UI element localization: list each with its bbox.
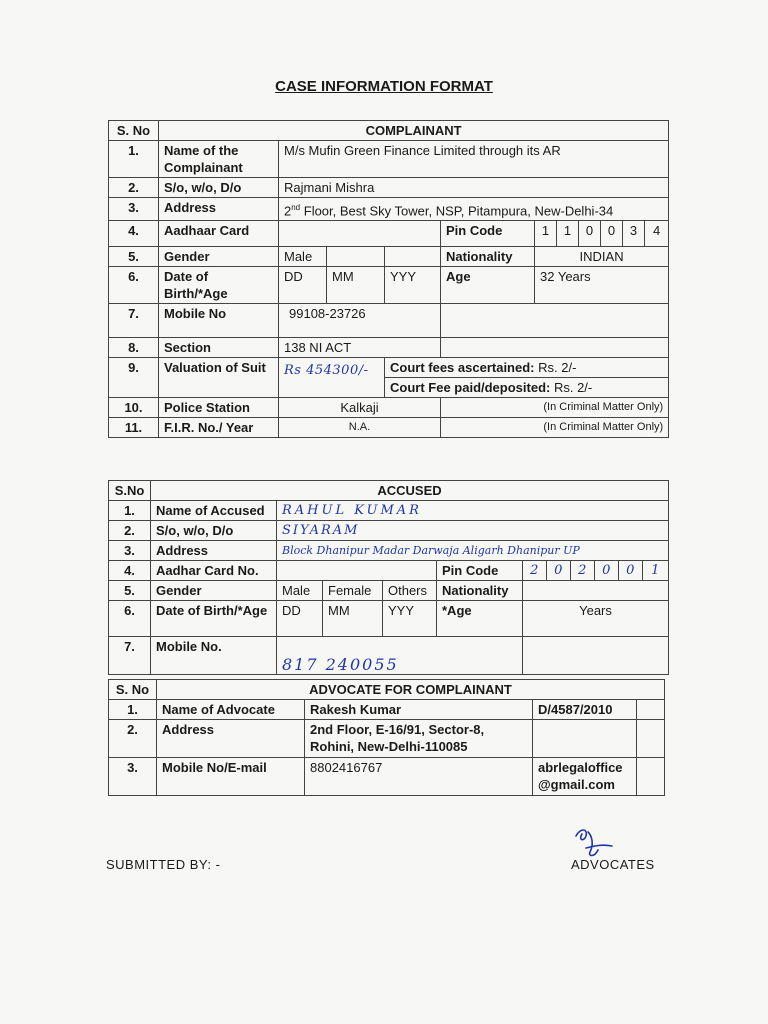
court-fee-paid <box>385 378 669 398</box>
fees-label: Court fees ascertained: <box>390 360 535 376</box>
field-label: Name of Advocate <box>157 700 305 720</box>
table-row <box>109 304 669 338</box>
pin-digit: 1 <box>557 221 579 247</box>
pin-digit: 2 <box>571 561 595 581</box>
field-label: Date of Birth/*Age <box>159 267 279 304</box>
accused-name: RAHUL KUMAR <box>277 501 669 521</box>
advocates-label: ADVOCATES <box>571 857 655 872</box>
pin-digit: 0 <box>619 561 643 581</box>
blank-cell <box>533 720 637 758</box>
accused-mobile: 817 240055 <box>277 637 523 675</box>
accused-heading: ACCUSED <box>151 481 669 501</box>
row-number: 3. <box>109 541 151 561</box>
field-label: Mobile No. <box>151 637 277 675</box>
pin-digit: 0 <box>595 561 619 581</box>
table-row <box>109 398 669 418</box>
table-row <box>109 358 669 378</box>
field-label: Address <box>151 541 277 561</box>
field-label: Aadhaar Card <box>159 221 279 247</box>
row-number: 10. <box>109 398 159 418</box>
field-label: F.I.R. No./ Year <box>159 418 279 438</box>
pin-digit: 1 <box>643 561 669 581</box>
fir-value: N.A. <box>279 418 441 438</box>
age-value: 32 Years <box>535 267 669 304</box>
row-number: 2. <box>109 521 151 541</box>
nationality-label: Nationality <box>437 581 523 601</box>
field-label: Address <box>159 198 279 221</box>
table-row <box>109 601 669 637</box>
field-label: Gender <box>159 247 279 267</box>
table-row <box>109 221 669 247</box>
table-row <box>109 141 669 178</box>
age-label: Age <box>441 267 535 304</box>
field-label: Name of the Complainant <box>159 141 279 178</box>
criminal-note: (In Criminal Matter Only) <box>441 398 669 418</box>
pin-digit: 0 <box>547 561 571 581</box>
blank-cell <box>327 247 385 267</box>
age-label: *Age <box>437 601 523 637</box>
advocate-mobile: 8802416767 <box>305 758 533 796</box>
advocate-table <box>108 679 665 796</box>
paid-label: Court Fee paid/deposited: <box>390 380 551 396</box>
pin-digit: 1 <box>535 221 557 247</box>
row-number: 3. <box>109 198 159 221</box>
table-row <box>109 561 669 581</box>
sno-header: S. No <box>109 680 157 700</box>
criminal-note: (In Criminal Matter Only) <box>441 418 669 438</box>
blank-cell <box>637 700 665 720</box>
blank-cell <box>637 758 665 796</box>
row-number: 6. <box>109 267 159 304</box>
row-number: 4. <box>109 561 151 581</box>
row-number: 6. <box>109 601 151 637</box>
table-row <box>109 501 669 521</box>
aadhaar-value <box>279 221 441 247</box>
row-number: 1. <box>109 501 151 521</box>
complainant-address <box>279 198 669 221</box>
field-label: Date of Birth/*Age <box>151 601 277 637</box>
row-number: 3. <box>109 758 157 796</box>
gender-male: Male <box>277 581 323 601</box>
table-row <box>109 758 665 796</box>
complainant-table <box>108 120 669 438</box>
table-row <box>109 247 669 267</box>
pin-digit: 0 <box>601 221 623 247</box>
row-number: 2. <box>109 720 157 758</box>
advocate-heading: ADVOCATE FOR COMPLAINANT <box>157 680 665 700</box>
accused-address: Block Dhanipur Madar Darwaja Aligarh Dhanipur UP <box>277 541 669 561</box>
accused-relation: SIYARAM <box>277 521 669 541</box>
row-number: 5. <box>109 581 151 601</box>
paid-value: Rs. 2/- <box>550 380 593 396</box>
row-number: 7. <box>109 304 159 338</box>
nationality-label: Nationality <box>441 247 535 267</box>
field-label: S/o, w/o, D/o <box>151 521 277 541</box>
row-number: 9. <box>109 358 159 398</box>
row-number: 8. <box>109 338 159 358</box>
field-label: Name of Accused <box>151 501 277 521</box>
table-row <box>109 521 669 541</box>
mobile-value: 99108-23726 <box>279 304 441 338</box>
blank-cell <box>441 338 669 358</box>
aadhar-value <box>277 561 437 581</box>
dob-day: DD <box>277 601 323 637</box>
dob-year: YYY <box>385 267 441 304</box>
table-row <box>109 541 669 561</box>
table-row <box>109 637 669 675</box>
accused-header-row <box>109 481 669 501</box>
table-row <box>109 267 669 304</box>
row-number: 1. <box>109 700 157 720</box>
advocate-address: 2nd Floor, E-16/91, Sector-8, Rohini, New-Delhi-110085 <box>305 720 533 758</box>
field-label: Address <box>157 720 305 758</box>
table-row <box>109 178 669 198</box>
address-text: Floor, Best Sky Tower, NSP, Pitampura, New-Delhi-34 <box>300 203 614 219</box>
valuation-handwritten: Rs 454300/- <box>279 358 385 398</box>
field-label: Gender <box>151 581 277 601</box>
gender-value: Male <box>279 247 327 267</box>
fees-value: Rs. 2/- <box>534 360 577 376</box>
advocate-header-row <box>109 680 665 700</box>
police-station-value: Kalkaji <box>279 398 441 418</box>
address-floor-number: 2 <box>284 203 292 219</box>
advocate-name: Rakesh Kumar <box>305 700 533 720</box>
sno-header: S. No <box>109 121 159 141</box>
pin-code-label: Pin Code <box>441 221 535 247</box>
address-floor-suffix: nd <box>291 203 301 212</box>
table-row <box>109 700 665 720</box>
dob-month: MM <box>323 601 383 637</box>
field-label: S/o, w/o, D/o <box>159 178 279 198</box>
advocate-email: abrlegaloffice @gmail.com <box>533 758 637 796</box>
complainant-heading: COMPLAINANT <box>159 121 669 141</box>
nationality-value <box>523 581 669 601</box>
row-number: 7. <box>109 637 151 675</box>
gender-others: Others <box>383 581 437 601</box>
blank-cell <box>523 637 669 675</box>
table-row <box>109 720 665 758</box>
table-row <box>109 338 669 358</box>
field-label: Aadhar Card No. <box>151 561 277 581</box>
row-number: 5. <box>109 247 159 267</box>
dob-month: MM <box>327 267 385 304</box>
row-number: 2. <box>109 178 159 198</box>
blank-cell <box>441 304 669 338</box>
complainant-relation: Rajmani Mishra <box>279 178 669 198</box>
field-label: Section <box>159 338 279 358</box>
table-row <box>109 581 669 601</box>
court-fees-ascertained <box>385 358 669 378</box>
pin-digit: 0 <box>579 221 601 247</box>
pin-digit: 3 <box>623 221 645 247</box>
complainant-name: M/s Mufin Green Finance Limited through its AR <box>279 141 669 178</box>
blank-cell <box>385 247 441 267</box>
submitted-by-label: SUBMITTED BY: - <box>106 857 221 872</box>
nationality-value: INDIAN <box>535 247 669 267</box>
field-label: Police Station <box>159 398 279 418</box>
dob-year: YYY <box>383 601 437 637</box>
gender-female: Female <box>323 581 383 601</box>
blank-cell <box>637 720 665 758</box>
complainant-header-row <box>109 121 669 141</box>
field-label: Mobile No <box>159 304 279 338</box>
row-number: 4. <box>109 221 159 247</box>
pin-digit: 4 <box>645 221 669 247</box>
dob-day: DD <box>279 267 327 304</box>
section-value: 138 NI ACT <box>279 338 441 358</box>
row-number: 1. <box>109 141 159 178</box>
field-label: Mobile No/E-mail <box>157 758 305 796</box>
page-title: CASE INFORMATION FORMAT <box>275 78 493 95</box>
sno-header: S.No <box>109 481 151 501</box>
enrolment-number: D/4587/2010 <box>533 700 637 720</box>
pin-digit: 2 <box>523 561 547 581</box>
table-row <box>109 418 669 438</box>
table-row <box>109 198 669 221</box>
age-value: Years <box>523 601 669 637</box>
row-number: 11. <box>109 418 159 438</box>
field-label: Valuation of Suit <box>159 358 279 398</box>
accused-table <box>108 480 669 675</box>
pin-code-label: Pin Code <box>437 561 523 581</box>
